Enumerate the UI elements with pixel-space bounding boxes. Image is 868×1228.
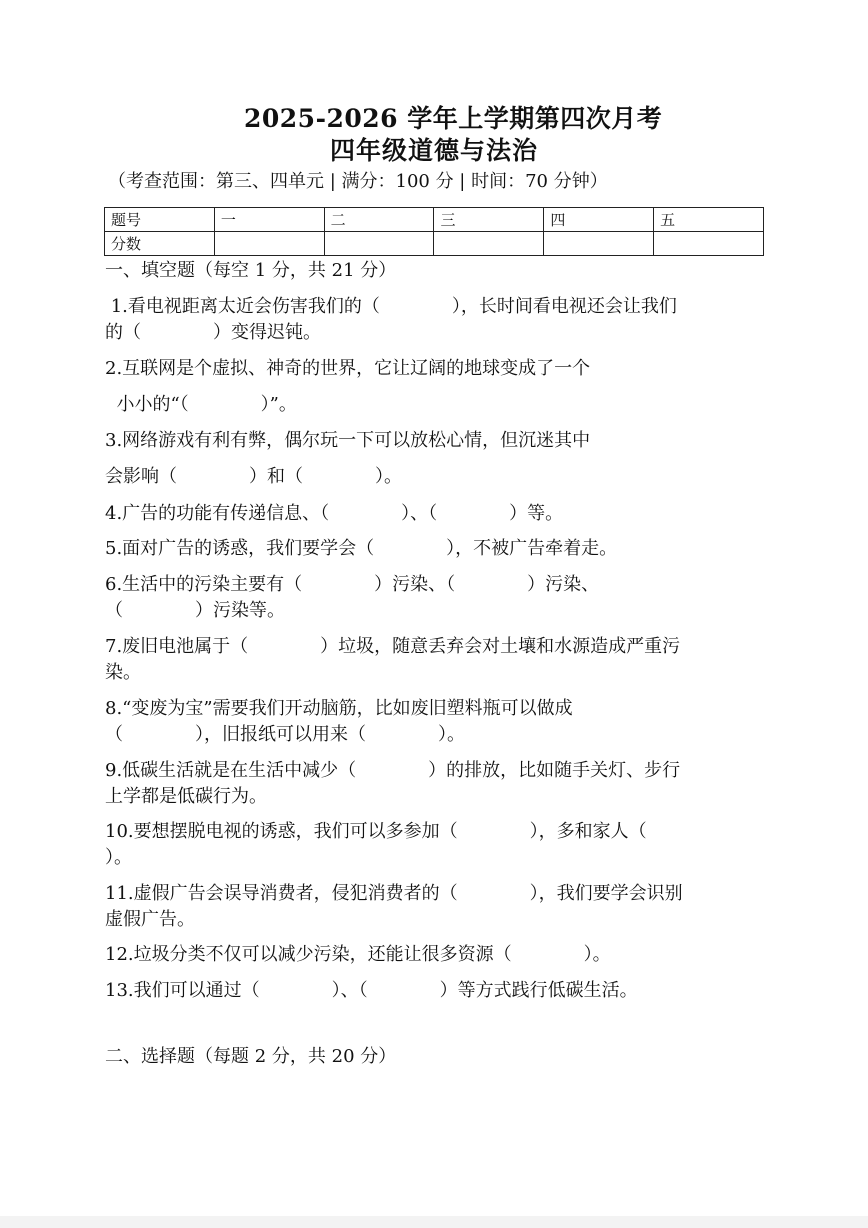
question-line: 10.要想摆脱电视的诱惑，我们可以多参加（ ），多和家人（ [105, 821, 647, 842]
question-line: 7.废旧电池属于（ ）垃圾，随意丢弃会对土壤和水源造成严重污 [105, 636, 681, 657]
question-line: 13.我们可以通过（ ）、（ ）等方式践行低碳生活。 [105, 980, 638, 1001]
question-line: 11.虚假广告会误导消费者，侵犯消费者的（ ），我们要学会识别 [105, 883, 683, 904]
score-table-header-row [105, 208, 764, 232]
score-table [104, 207, 764, 256]
question-line: 的（ ）变得迟钝。 [105, 322, 321, 343]
score-cell-1 [214, 232, 324, 256]
score-cell-4 [544, 232, 654, 256]
exam-info: （考查范围：第三、四单元 | 满分：100 分 | 时间：70 分钟） [108, 171, 608, 192]
score-table-row-label: 题号 [105, 208, 215, 232]
score-table-col-5: 五 [654, 208, 764, 232]
question-line: 2.互联网是个虚拟、神奇的世界，它让辽阔的地球变成了一个 [105, 358, 591, 379]
question-line: 5.面对广告的诱惑，我们要学会（ ），不被广告牵着走。 [105, 538, 618, 559]
score-table-col-4: 四 [544, 208, 654, 232]
question-line: ）。 [105, 847, 132, 868]
score-table-col-2: 二 [324, 208, 434, 232]
question-line: 12.垃圾分类不仅可以减少污染，还能让很多资源（ ）。 [105, 944, 611, 965]
score-cell-3 [434, 232, 544, 256]
question-line: 9.低碳生活就是在生活中减少（ ）的排放，比如随手关灯、步行 [105, 760, 681, 781]
exam-title: 2025-2026 学年上学期第四次月考 [244, 104, 663, 133]
question-line: 3.网络游戏有利有弊，偶尔玩一下可以放松心情，但沉迷其中 [105, 430, 591, 451]
score-cell-5 [654, 232, 764, 256]
question-line: 8.“变废为宝”需要我们开动脑筋，比如废旧塑料瓶可以做成 [105, 698, 573, 719]
question-line: （ ）污染等。 [105, 600, 285, 621]
exam-subject: 四年级道德与法治 [330, 136, 539, 165]
question-line: （ ），旧报纸可以用来（ ）。 [105, 724, 465, 745]
score-table-col-3: 三 [434, 208, 544, 232]
question-line: 6.生活中的污染主要有（ ）污染、（ ）污染、 [105, 574, 600, 595]
question-line: 1.看电视距离太近会伤害我们的（ ），长时间看电视还会让我们 [105, 296, 677, 317]
section2-heading: 二、选择题（每题 2 分，共 20 分） [105, 1046, 397, 1067]
section1-heading: 一、填空题（每空 1 分，共 21 分） [105, 260, 397, 281]
question-line: 上学都是低碳行为。 [105, 786, 267, 807]
question-line: 小小的“（ ）”。 [105, 394, 297, 415]
score-table-score-row [105, 232, 764, 256]
score-cell-2 [324, 232, 434, 256]
page-bottom-edge [0, 1216, 868, 1228]
score-table-score-label: 分数 [105, 232, 215, 256]
question-line: 4.广告的功能有传递信息、（ ）、（ ）等。 [105, 503, 564, 524]
question-line: 会影响（ ）和（ ）。 [105, 466, 402, 487]
question-line: 染。 [105, 662, 141, 683]
question-line: 虚假广告。 [105, 909, 195, 930]
score-table-col-1: 一 [214, 208, 324, 232]
